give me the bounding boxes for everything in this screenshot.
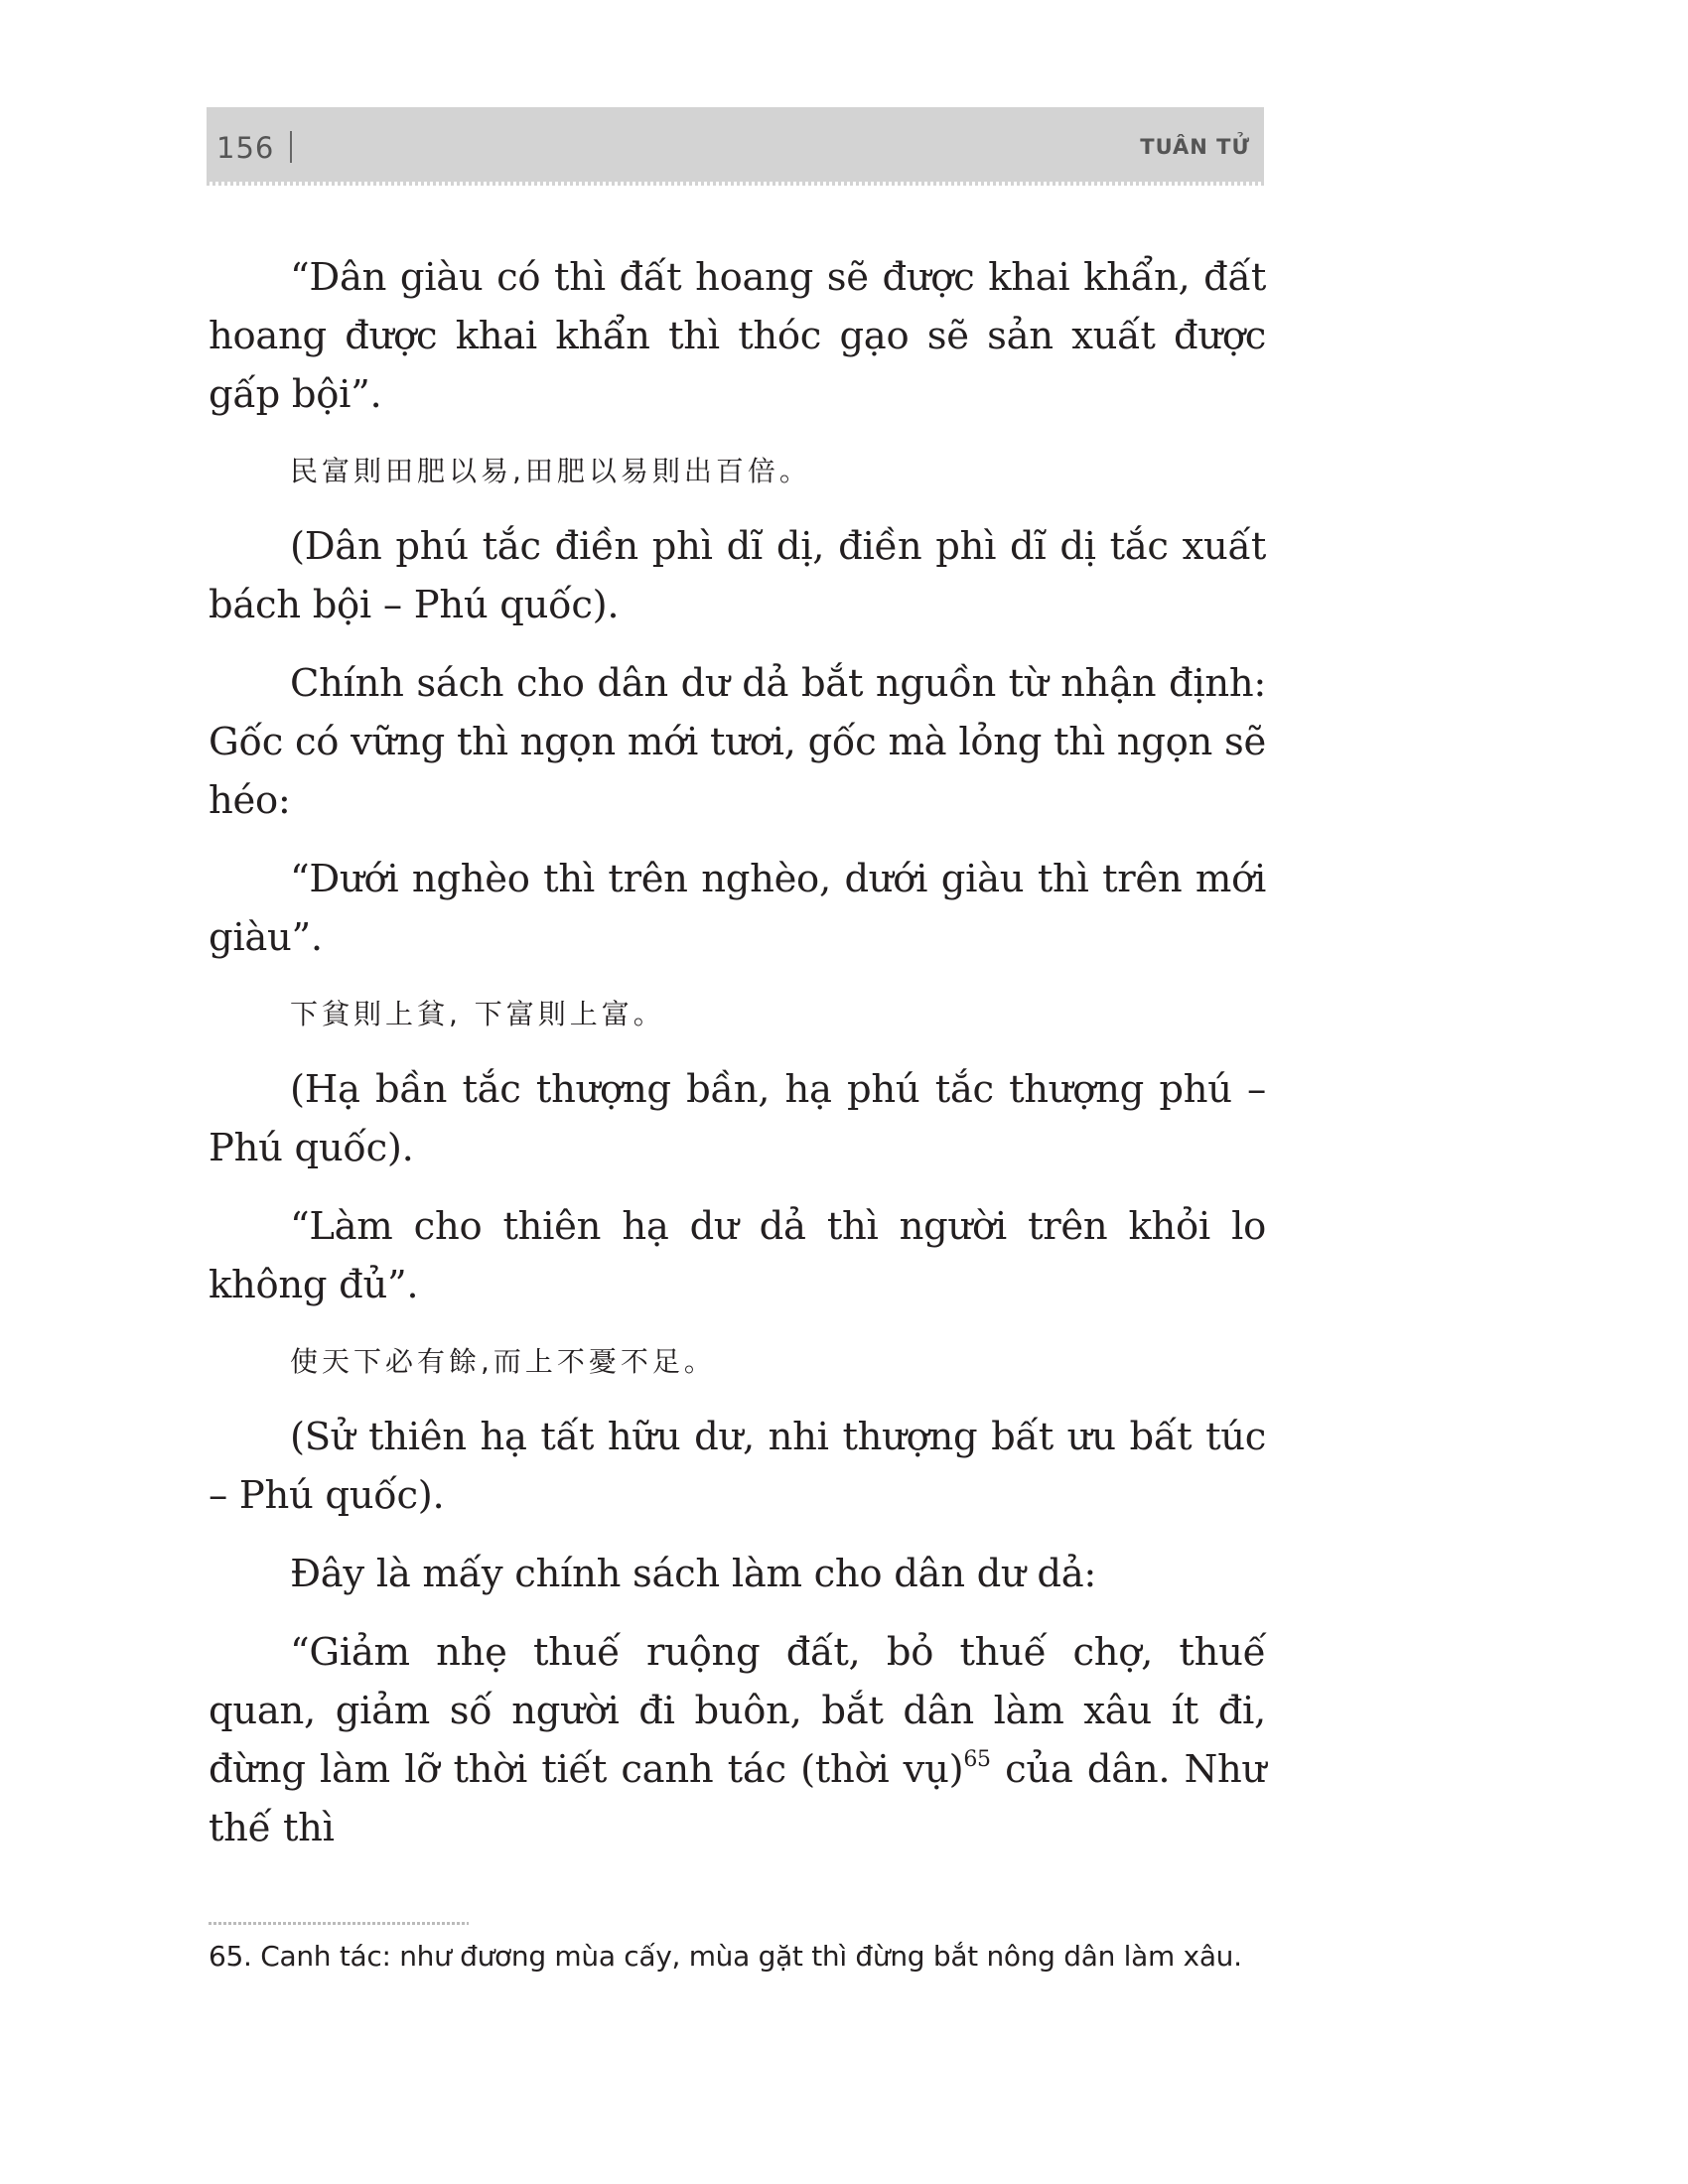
footnote-divider [209, 1922, 469, 1925]
chinese-quote-3: 使天下必有餘,而上不憂不足。 [290, 1345, 716, 1378]
footnote-65: 65. Canh tác: như đương mùa cấy, mùa gặt thì đừng bắt nông dân làm xâu. [209, 1940, 1242, 1973]
page-number: 156 [216, 131, 275, 165]
body-text [209, 248, 1266, 1877]
paragraph-quote-1: “Dân giàu có thì đất hoang sẽ được khai khẩn, đất hoang được khai khẩn thì thóc gạo sẽ sản xuất được gấp bội”. [209, 255, 1266, 417]
chinese-quote-1: 民富則田肥以易,田肥以易則出百倍。 [290, 455, 811, 487]
chinese-quote-2: 下貧則上貧, 下富則上富。 [290, 998, 665, 1030]
header-separator [290, 131, 292, 163]
paragraph-transliteration-3: (Sử thiên hạ tất hữu dư, nhi thượng bất ưu bất túc – Phú quốc). [209, 1415, 1266, 1518]
paragraph-policies-text: “Giảm nhẹ thuế ruộng đất, bỏ thuế chợ, thuế quan, giảm số người đi buôn, bắt dân làm xâu ít đi, đừng làm lỡ thời tiết canh tác (thời vụ) [209, 1630, 1266, 1792]
running-title: TUÂN TỬ [1140, 135, 1250, 159]
paragraph-quote-3: “Làm cho thiên hạ dư dả thì người trên khỏi lo không đủ”. [209, 1204, 1266, 1307]
paragraph-policies-text-end: của dân. Như thế thì [209, 1747, 1266, 1850]
paragraph-policies-heading: Đây là mấy chính sách làm cho dân dư dả: [290, 1552, 1097, 1596]
paragraph-transliteration-1: (Dân phú tắc điền phì dĩ dị, điền phì dĩ dị tắc xuất bách bội – Phú quốc). [209, 524, 1266, 627]
paragraph-quote-2: “Dưới nghèo thì trên nghèo, dưới giàu thì trên mới giàu”. [209, 857, 1266, 960]
paragraph-transliteration-2: (Hạ bần tắc thượng bần, hạ phú tắc thượng phú – Phú quốc). [209, 1067, 1266, 1170]
paragraph-policy-intro: Chính sách cho dân dư dả bắt nguồn từ nhận định: Gốc có vững thì ngọn mới tươi, gốc mà lỏng thì ngọn sẽ héo: [209, 661, 1266, 823]
footnote-reference[interactable]: 65 [963, 1747, 991, 1772]
paragraph-policies [209, 1623, 1266, 1857]
page-header [207, 107, 1264, 185]
